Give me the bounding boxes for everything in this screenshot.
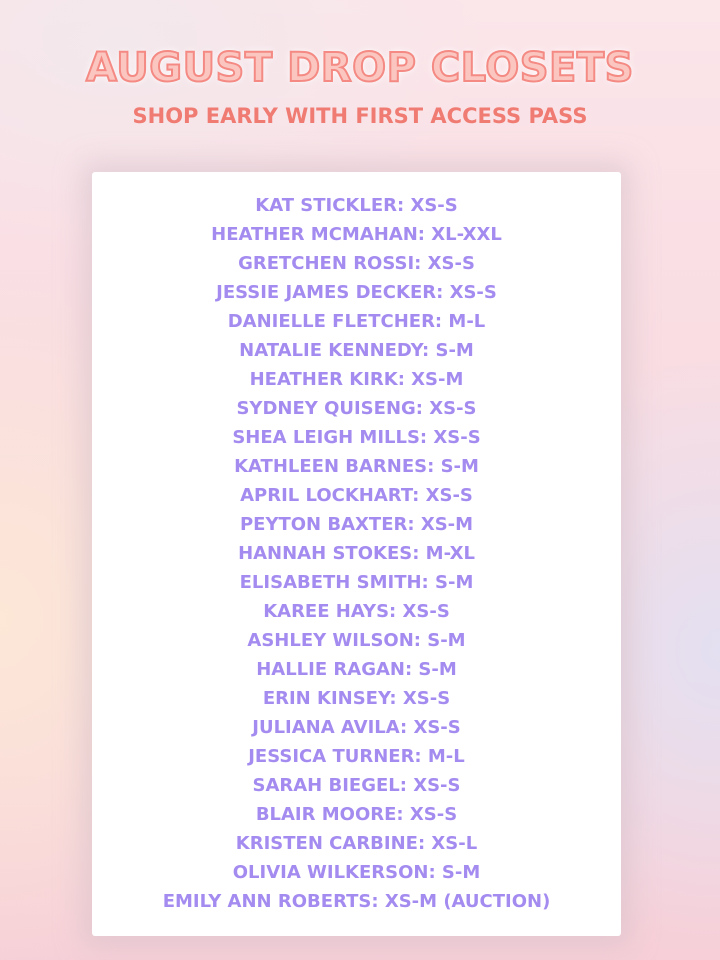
closet-list-item: OLIVIA WILKERSON: S-M: [232, 862, 481, 883]
closet-list-item: SHEA LEIGH MILLS: XS-S: [232, 427, 481, 448]
closet-list-item: DANIELLE FLETCHER: M-L: [227, 311, 486, 332]
closet-list-item: EMILY ANN ROBERTS: XS-M (AUCTION): [162, 891, 551, 912]
closet-list-item: PEYTON BAXTER: XS-M: [239, 514, 474, 535]
closet-list-item: JESSICA TURNER: M-L: [248, 746, 465, 767]
closet-list-item: GRETCHEN ROSSI: XS-S: [238, 253, 475, 274]
closet-list: [92, 191, 621, 916]
closet-list-item: KRISTEN CARBINE: XS-L: [235, 833, 478, 854]
closet-list-item: JESSIE JAMES DECKER: XS-S: [216, 282, 497, 303]
page-title: AUGUST DROP CLOSETS: [86, 45, 634, 91]
closet-list-item: BLAIR MOORE: XS-S: [255, 804, 458, 825]
closet-list-item: NATALIE KENNEDY: S-M: [239, 340, 474, 361]
closet-list-item: HEATHER KIRK: XS-M: [249, 369, 464, 390]
closet-list-item: KAT STICKLER: XS-S: [255, 195, 458, 216]
closet-list-item: SARAH BIEGEL: XS-S: [252, 775, 461, 796]
closet-list-item: KATHLEEN BARNES: S-M: [234, 456, 479, 477]
closet-list-item: APRIL LOCKHART: XS-S: [240, 485, 473, 506]
closet-list-item: JULIANA AVILA: XS-S: [252, 717, 461, 738]
closet-list-item: ERIN KINSEY: XS-S: [262, 688, 451, 709]
closet-list-item: HEATHER MCMAHAN: XL-XXL: [211, 224, 502, 245]
closet-list-item: KAREE HAYS: XS-S: [263, 601, 450, 622]
closet-list-item: ASHLEY WILSON: S-M: [247, 630, 466, 651]
page-subtitle: SHOP EARLY WITH FIRST ACCESS PASS: [132, 104, 588, 128]
closet-list-item: ELISABETH SMITH: S-M: [239, 572, 474, 593]
closet-list-item: SYDNEY QUISENG: XS-S: [236, 398, 477, 419]
closet-list-card: [92, 172, 621, 936]
closet-list-item: HALLIE RAGAN: S-M: [256, 659, 457, 680]
closet-list-item: HANNAH STOKES: M-XL: [238, 543, 475, 564]
